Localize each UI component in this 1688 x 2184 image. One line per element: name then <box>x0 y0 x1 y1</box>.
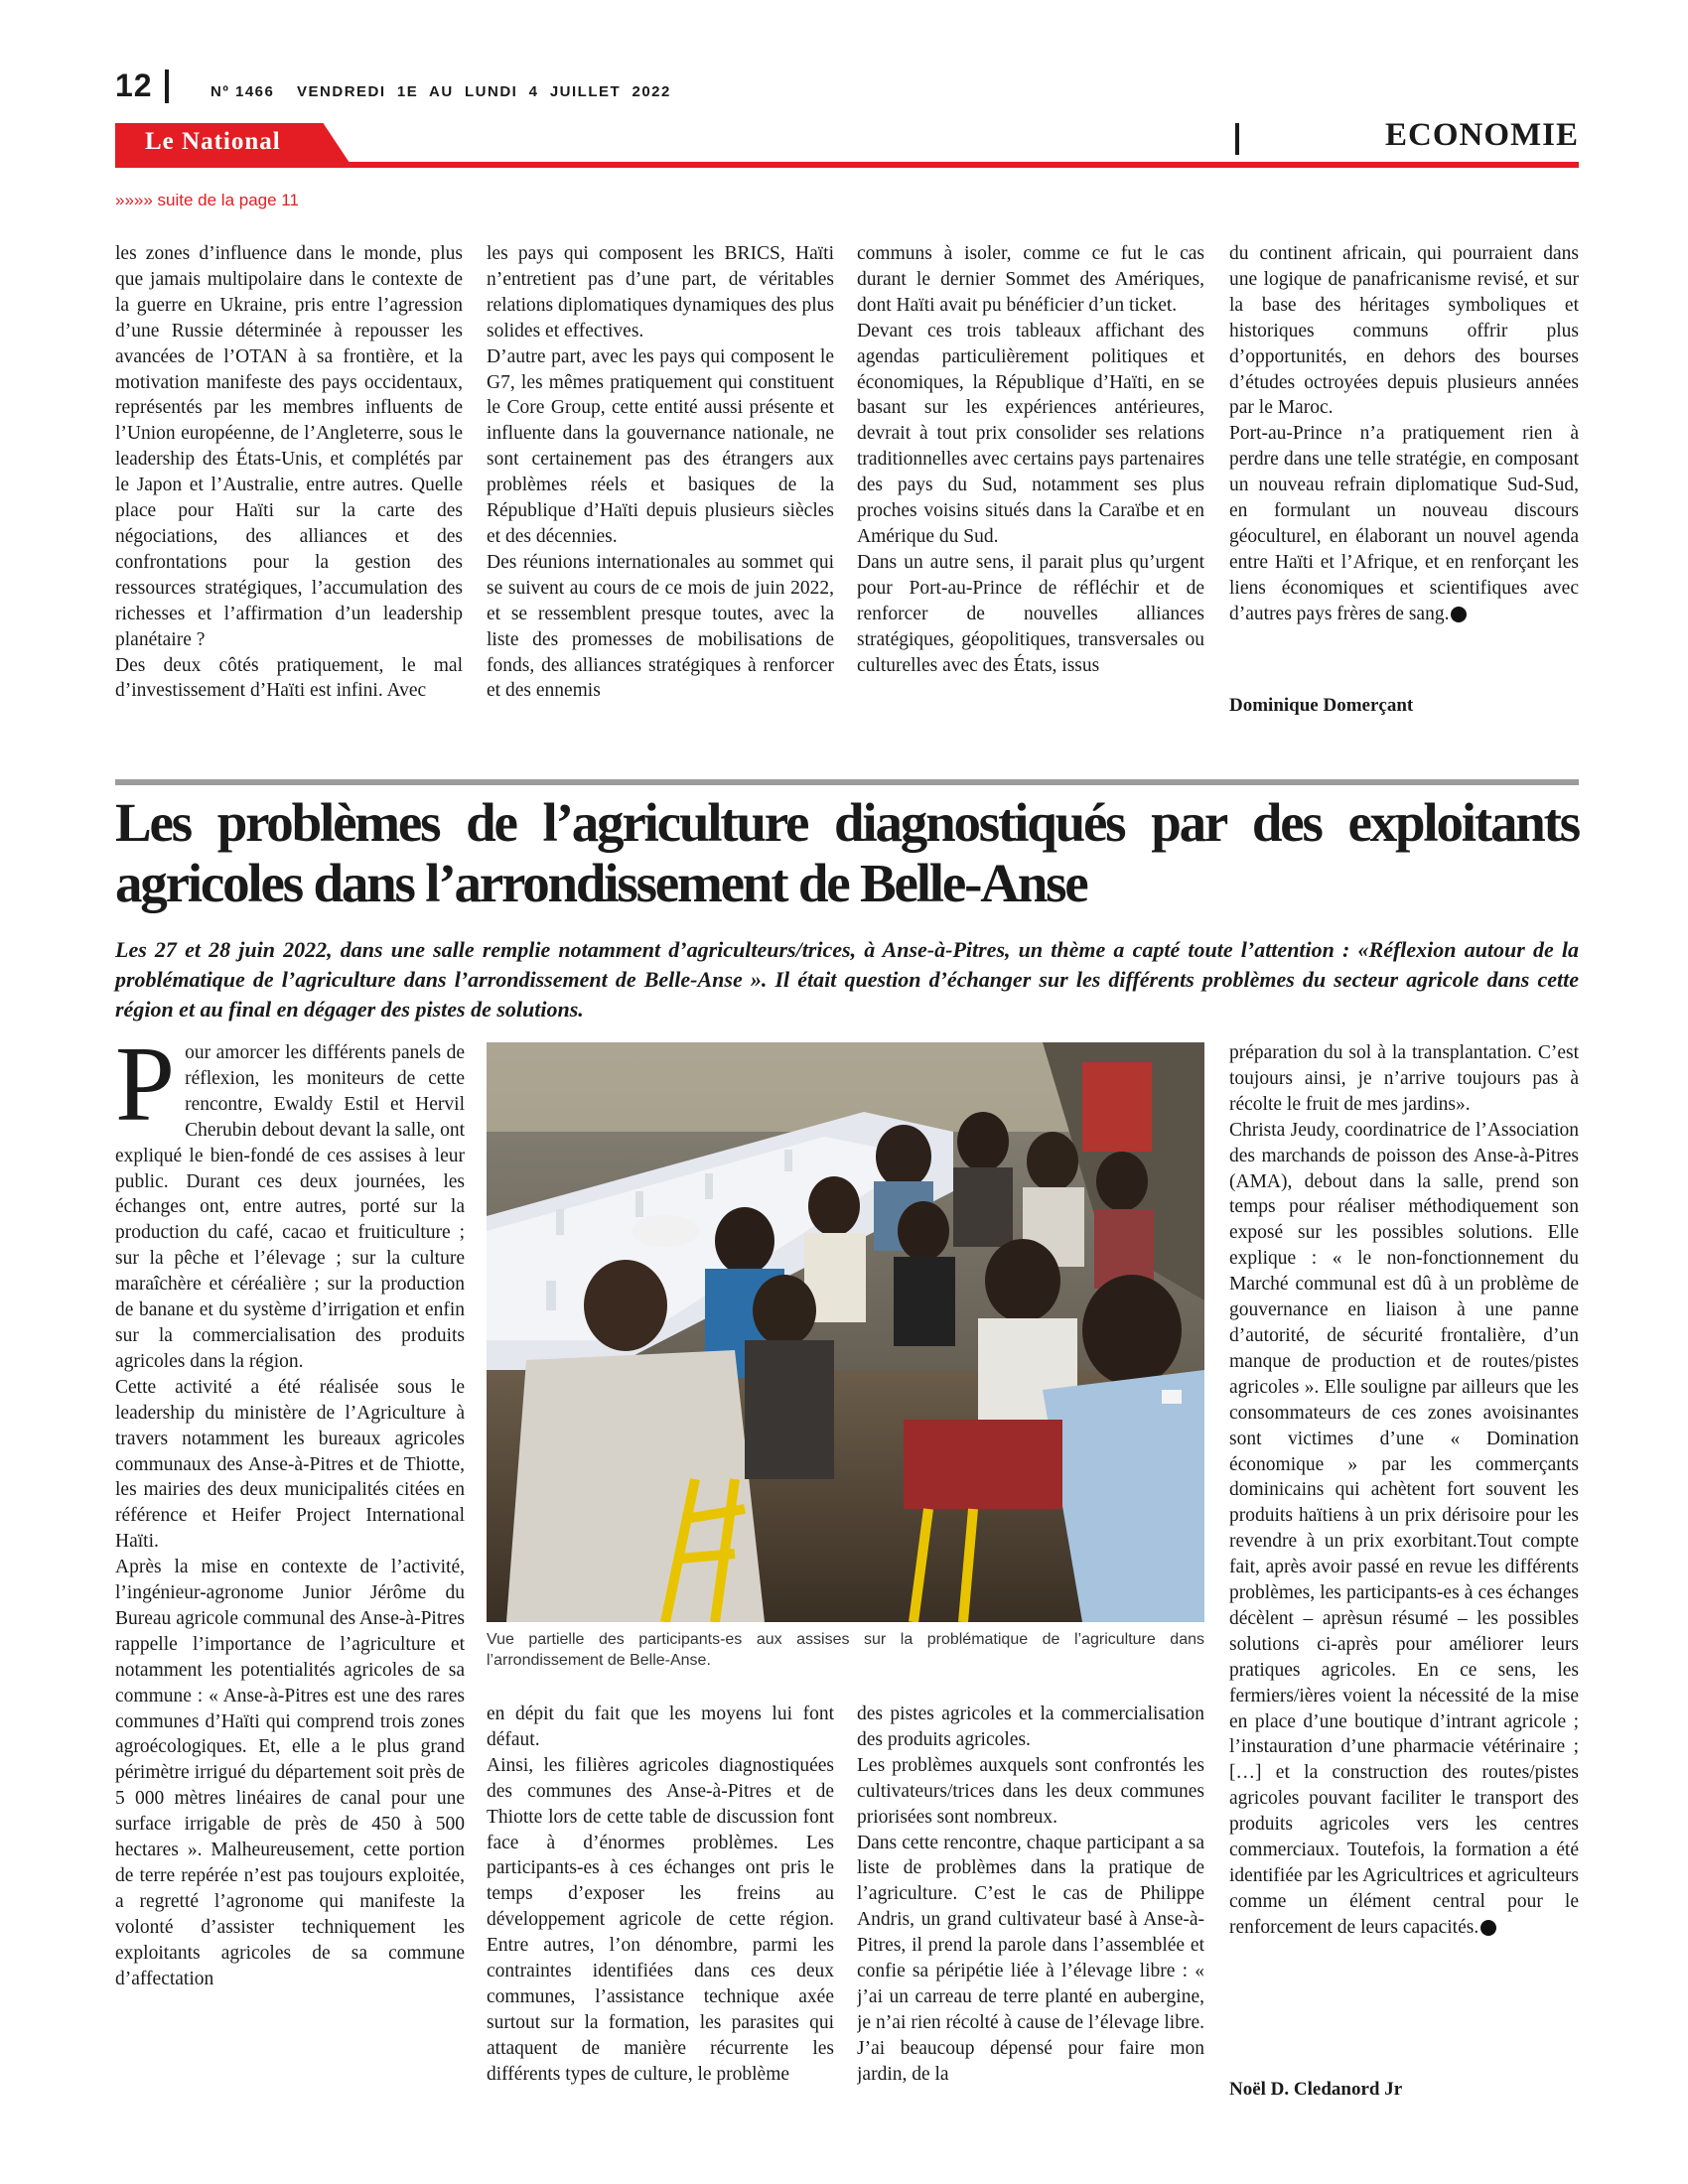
end-of-article-mark <box>1480 1920 1496 1936</box>
top-article-column-2 <box>487 241 834 757</box>
paragraph: D’autre part, avec les pays qui composent le G7, les mêmes pratiquement qui constituent le Core Group, cette entité aussi présente et influente dans la gouvernance nationale, ne sont certainement pas des étrangers aux problèmes réels et basiques de la République d’Haïti depuis plusieurs siècles et des décennies. <box>487 345 834 547</box>
paragraph: les zones d’influence dans le monde, plus que jamais multipolaire dans le contexte de la guerre en Ukraine, pris entre l’agression d’une Russie déterminée à repousser les avancées de l’OTAN à sa frontière, et la motivation manifeste des pays occidentaux, représentés par les membres influents de l’Union européenne, de l’Angleterre, sous le leadership des États-Unis, et complétés par le Japon et l’Australie, entre autres. Quelle place pour Haïti sur la carte des négociations, des alliances et des confrontations pour la gestion des ressources stratégiques, l’accumulation des richesses et l’affirmation d’un leadership planétaire ? <box>115 243 463 650</box>
article-author: Noël D. Cledanord Jr <box>1229 2079 1403 2100</box>
paragraph <box>1229 1118 1579 1941</box>
drop-cap: P <box>115 1040 176 1144</box>
paragraph: Des réunions internationales au sommet qui se suivent au cours de ce mois de juin 2022, et se ressemblent presque toutes, avec la liste des promesses de mobilisations de fonds, des alliances stratégiques à renforcer et des ennemis <box>487 551 834 702</box>
header-rule <box>115 162 1579 168</box>
continued-from-label: »»»» suite de la page 11 <box>115 191 299 209</box>
paragraph: communs à isoler, comme ce fut le cas durant le dernier Sommet des Amériques, dont Haïti avait pu bénéficier d’un ticket. <box>857 243 1204 316</box>
paragraph: Des deux côtés pratiquement, le mal d’investissement d’Haïti est infini. Avec <box>115 654 463 702</box>
paragraph: Devant ces trois tableaux affichant des agendas particulièrement politiques et économiques, la République d’Haïti, en se basant sur les expériences antérieures, devrait à tout prix consolider ses relations traditionnelles avec certains pays partenaires des pays du Sud, notamment ses plus proches voisins situés dans la Caraïbe et en Amérique du Sud. <box>857 320 1204 547</box>
page-number: 12 <box>115 68 153 103</box>
paragraph-text: our amorcer les différents panels de réflexion, les moniteurs de cette rencontre, Ewaldy Estil et Hervil Cherubin debout devant la salle, ont expliqué le bien-fondé de ces assises à leur public. Durant ces deux journées, les échanges ont, entre autres, porté sur la production du café, cacao et fruiticulture ; sur la pêche et l’élevage ; sur la culture maraîchère et céréalière ; sur la production de banane et du système d’irrigation et enfin sur la commercialisation des produits agricoles dans la région. <box>115 1042 465 1372</box>
end-of-article-mark <box>1451 607 1467 622</box>
article-column-2 <box>487 1702 834 2118</box>
brand-name: Le National <box>145 128 281 155</box>
paragraph: Après la mise en contexte de l’activité, l’ingénieur-agronome Junior Jérôme du Bureau agricole communal des Anse-à-Pitres rappelle l’importance de l’agriculture et notamment les potentialités agricoles de sa commune : « Anse-à-Pitres est une des rares communes d’Haïti qui comprend trois zones agroécologiques. Et, elle a le plus grand périmètre irrigué du département soit près de 5 000 mètres linéaires de canal pour une surface irrigable de près de 450 à 500 hectares ». Malheureusement, cette portion de terre repérée n’est pas toujours exploitée, a regretté l’agronome qui manifeste la volonté d’assister techniquement les exploitants agricoles de sa commune d’affectation <box>115 1557 465 1989</box>
section-divider <box>1235 123 1239 155</box>
page-number-divider <box>165 69 169 103</box>
section-name: ECONOMIE <box>1384 117 1579 153</box>
paragraph: Ainsi, les filières agricoles diagnostiquées des communes des Anse-à-Pitres et de Thiotte lors de cette table de discussion font face à d’énormes problèmes. Les participants-es à ces échanges ont pris le temps d’exposer les freins au développement agricole de cette région. Entre autres, l’on dénombre, parmi les contraintes identifiées dans ces deux communes, l’assistance technique axée surtout sur la formation, les parasites qui attaquent de manière récurrente les différents types de culture, le problème <box>487 1754 834 2085</box>
photo-caption: Vue partielle des participants-es aux assises sur la problématique de l’agriculture dans l’arrondissement de Belle-Anse. <box>487 1631 1204 1669</box>
top-article-author: Dominique Domerçant <box>1229 695 1414 716</box>
article-column-1 <box>115 1040 465 2117</box>
article-lede: Les 27 et 28 juin 2022, dans une salle remplie notamment d’agriculteurs/trices, à Anse-à-Pitres, un thème a capté toute l’attention : «Réflexion autour de la problématique de l’agriculture dans l’arrondissement de Belle-Anse ». Il était question d’échanger sur les différents problèmes du secteur agricole dans cette région et au final en dégager des pistes de solutions. <box>115 937 1579 1022</box>
paragraph-text: Christa Jeudy, coordinatrice de l’Association des marchands de poisson des Anse-à-Pitres (AMA), debout dans la salle, prend son temps pour réaliser méthodiquement son exposé sur les possibles solutions. Elle explique : « le non-fonctionnement du Marché communal est dû à un problème de gouvernance en liaison à une panne d’autorité, de sécurité frontalière, d’un manque de production et de routes/pistes agricoles ». Elle souligne par ailleurs que les consommateurs de ces zones avoisinantes sont victimes d’une « Domination économique » par les commerçants dominicains qui achètent fort souvent les produits haïtiens à un prix dérisoire pour les revendre à un prix exorbitant.Tout compte fait, après avoir passé en revue les différents problèmes, les participants-es à ces échanges décèlent – aprèsun résumé – les possibles solutions ci-après pour améliorer leurs pratiques agricoles. En ce sens, les fermiers/ières voient la nécessité de la mise en place d’une boutique d’intrant agricole ; l’instauration d’une pharmacie vétérinaire ; […] et la construction des routes/pistes agricoles pouvant faciliter le transport des produits agricoles vers les centres commerciaux. Toutefois, la formation a été identifiée par les Agricultrices et agriculteurs comme un élément central pour le renforcement de leurs capacités. <box>1229 1119 1579 1938</box>
paragraph: Cette activité a été réalisée sous le leadership du ministère de l’Agriculture à travers notamment les bureaux agricoles communaux des Anse-à-Pitres et de Thiotte, les mairies des deux municipalités citées en référence et Heifer Project International Haïti. <box>115 1376 465 1553</box>
article-photo <box>487 1042 1204 1622</box>
paragraph: préparation du sol à la transplantation. C’est toujours ainsi, je n’arrive toujours pas à récolte le fruit de mes jardins». <box>1229 1042 1579 1115</box>
issue-date-line: Nº 1466 VENDREDI 1E AU LUNDI 4 JUILLET 2022 <box>211 83 671 100</box>
paragraph <box>115 1040 465 1375</box>
paragraph: des pistes agricoles et la commercialisation des produits agricoles. <box>857 1704 1204 1750</box>
paragraph: Dans un autre sens, il parait plus qu’urgent pour Port-au-Prince de réfléchir et de renforcer de nouvelles alliances stratégiques, géopolitiques, transversales ou culturelles avec des États, issus <box>857 551 1204 676</box>
top-article-column-1 <box>115 241 463 757</box>
paragraph: Les problèmes auxquels sont confrontés les cultivateurs/trices dans les deux communes priorisées sont nombreux. <box>857 1754 1204 1828</box>
paragraph-text: Port-au-Prince n’a pratiquement rien à perdre dans une telle stratégie, en composant un nouveau refrain diplomatique Sud-Sud, en formulant un nouveau discours géoculturel, en élaborant un nouvel agenda entre Haïti et l’Afrique, et en renforçant les liens économiques et scientifiques avec d’autres pays frères de sang. <box>1229 423 1579 624</box>
top-article-column-4 <box>1229 241 1579 718</box>
top-article-column-3 <box>857 241 1204 757</box>
photo-participants-meeting <box>487 1042 1204 1622</box>
paragraph: du continent africain, qui pourraient dans une logique de panafricanisme revisé, et sur la base des héritages symboliques et historiques communs offrir plus d’opportunités, en dehors des bourses d’études octroyées depuis plusieurs années par le Maroc. <box>1229 243 1579 419</box>
paragraph: en dépit du fait que les moyens lui font défaut. <box>487 1704 834 1750</box>
paragraph: les pays qui composent les BRICS, Haïti n’entretient pas d’une part, de véritables relations diplomatiques dynamiques des plus solides et effectives. <box>487 243 834 341</box>
paragraph: Dans cette rencontre, chaque participant a sa liste de problèmes dans la pratique de l’agriculture. C’est le cas de Philippe Andris, un grand cultivateur basé à Anse-à-Pitres, il prend la parole dans l’assemblée et confie sa péripétie liée à l’élevage libre : « j’ai un carreau de terre planté en aubergine, je n’ai rien récolté à cause de l’élevage libre. J’ai beaucoup dépensé pour faire mon jardin, de la <box>857 1832 1204 2085</box>
paragraph <box>1229 421 1579 626</box>
article-headline: Les problèmes de l’agriculture diagnostiqués par des exploitants agricoles dans l’arrondissement de Belle-Anse <box>115 792 1579 913</box>
article-column-4 <box>1229 1040 1579 2053</box>
article-divider <box>115 779 1579 785</box>
article-column-3 <box>857 1702 1204 2118</box>
